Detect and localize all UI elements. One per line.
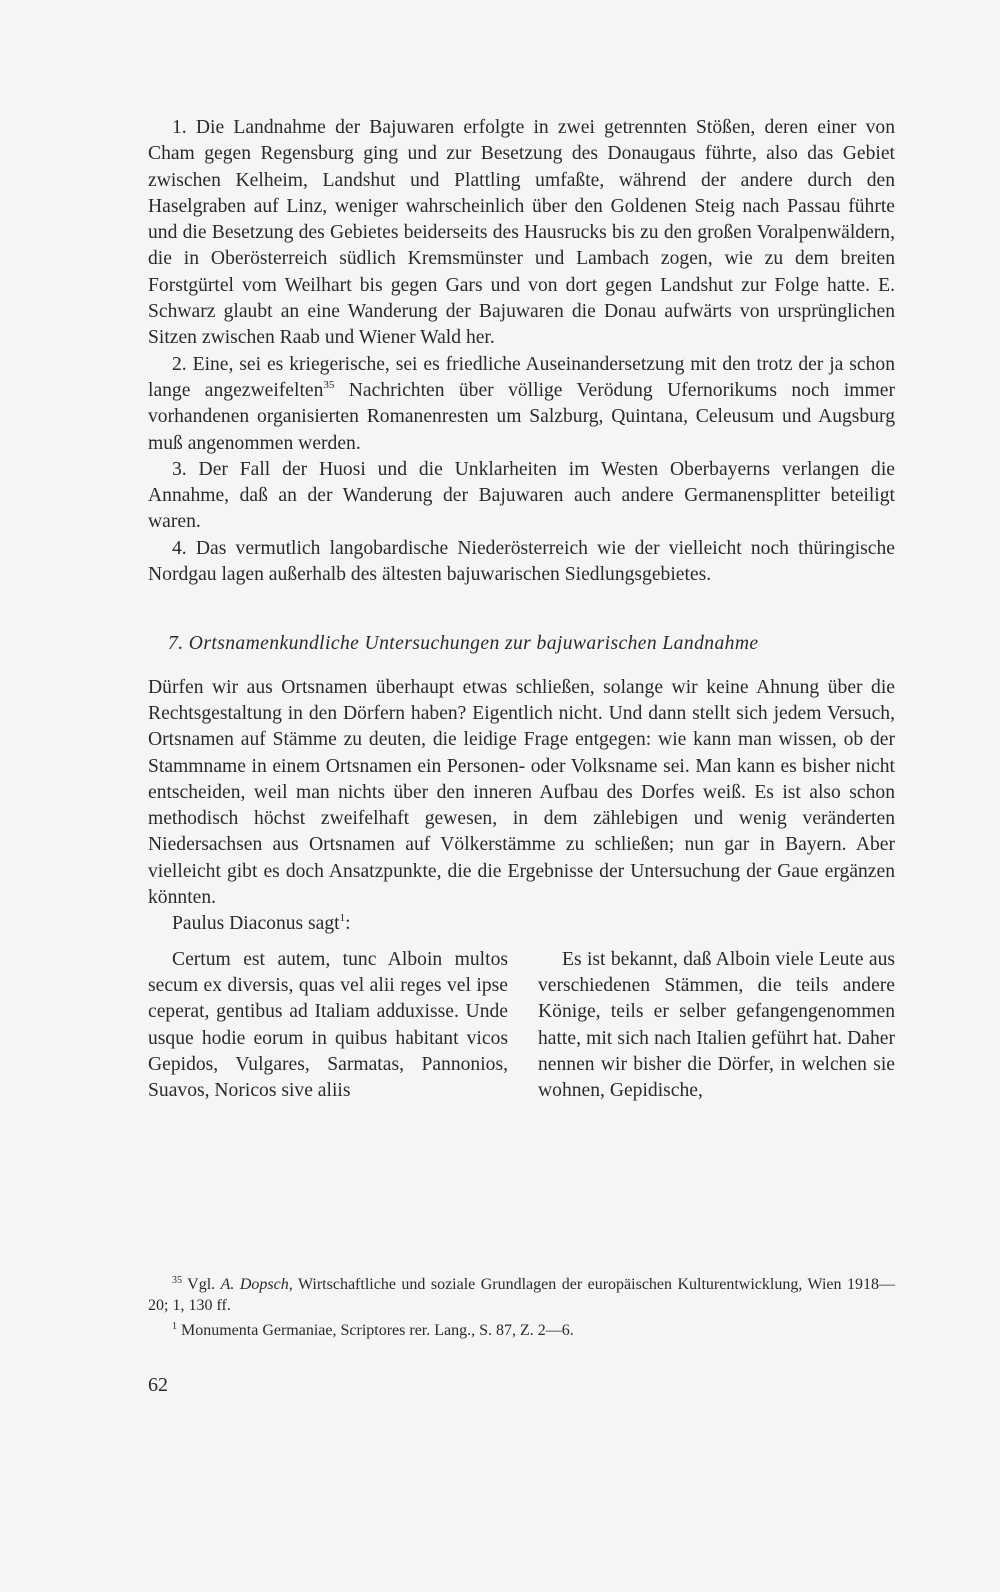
footnote-35-text: Wirtschaftliche und soziale Grundlagen der europäischen Kulturentwicklung, Wien 1918—20; 1, 130 ff.	[148, 1276, 895, 1314]
footnote-ref-35: 35	[323, 378, 335, 391]
german-translation: Es ist bekannt, daß Alboin viele Leute aus verschiedenen Stämmen, die teils andere Könige, teils er selber gefangengenommen hatte, mit sich nach Italien geführt hat. Daher nennen wir bisher die Dörfer, in welchen sie wohnen, Gepidische,	[538, 948, 895, 1102]
paragraph-1: 1. Die Landnahme der Bajuwaren erfolgte in zwei getrennten Stößen, deren einer von Cham gegen Regensburg ging und zur Besetzung des Donaugaus führte, also das Gebiet zwischen Kelheim, Landshut und Plattling umfaßte, während der andere durch den Haselgraben auf Linz, weniger wahrscheinlich über den Goldenen Steig nach Passau führte und die Besetzung des Gebietes beiderseits des Hausrucks bis zu den großen Voralpenwäldern, die in Oberösterreich südlich Kremsmünster und Lambach zogen, wie zu dem breiten Forstgürtel vom Weilhart bis gegen Gars und von dort gegen Landshut zur Folge hatte. E. Schwarz glaubt an eine Wanderung der Bajuwaren die Donau aufwärts von ursprünglichen Sitzen zwischen Raab und Wiener Wald her.	[148, 117, 895, 349]
paragraph-4: 4. Das vermutlich langobardische Niederösterreich wie der vielleicht noch thüringische Nordgau lagen außerhalb des ältesten bajuwarischen Siedlungsgebietes.	[148, 537, 895, 586]
footnote-35-number: 35	[172, 1275, 182, 1286]
paulus-text: Paulus Diaconus sagt	[172, 913, 340, 935]
footnote-ref-1: 1	[339, 912, 346, 925]
paragraph-3: 3. Der Fall der Huosi und die Unklarheiten im Westen Oberbayerns verlangen die Annahme, daß an der Wanderung der Bajuwaren auch andere Germanensplitter beteiligt waren.	[148, 458, 895, 533]
section-paragraph: Dürfen wir aus Ortsnamen überhaupt etwas schließen, solange wir keine Ahnung über die Rechtsgestaltung in den Dörfern haben? Eigentlich nicht. Und dann stellt sich jedem Versuch, Ortsnamen auf Stämme zu deuten, die leidige Frage entgegen: wie kann man wissen, ob der Stammname in einem Ortsnamen ein Personen- oder Volksname sei. Man kann es bisher nicht entscheiden, weil man nichts über den inneren Aufbau des Dorfes weiß. Es ist also schon methodisch höchst zweifelhaft gewesen, in dem zählebigen und wenig veränderten Niedersachsen aus Ortsnamen auf Völkerstämme zu schließen; nun gar in Bayern. Aber vielleicht gibt es doch Ansatzpunkte, die die Ergebnisse der Untersuchung der Gaue ergänzen könnten.	[148, 676, 895, 909]
footnote-1-number: 1	[172, 1321, 177, 1332]
paulus-intro	[148, 911, 895, 937]
footnote-1-text: Monumenta Germaniae, Scriptores rer. Lang., S. 87, Z. 2—6.	[177, 1322, 574, 1339]
latin-quote: Certum est autem, tunc Alboin multos secum ex diversis, quas vel alii reges vel ipse ceperat, gentibus ad Italiam adduxisse. Unde usque hodie eorum in quibus habitant vicos Gepidos, Vulgares, Sarmatas, Pannonios, Suavos, Noricos sive aliis	[148, 948, 508, 1102]
paulus-colon: :	[345, 913, 351, 935]
footnote-35-author: A. Dopsch,	[220, 1276, 293, 1293]
main-text	[148, 115, 895, 1104]
footnote-35-pre: Vgl.	[182, 1276, 221, 1293]
footnote-1	[148, 1320, 895, 1341]
page-number: 62	[148, 1374, 168, 1396]
section-heading: 7. Ortsnamenkundliche Untersuchungen zur bajuwarischen Landnahme	[168, 633, 759, 655]
paragraph-2	[148, 352, 895, 457]
footnote-35	[148, 1274, 895, 1316]
parallel-quote	[148, 947, 895, 1105]
footnotes	[148, 1274, 895, 1345]
paragraph-2-text-a: 2. Eine, sei es kriegerische, sei es friedliche Auseinandersetzung mit den trotz der ja schon lange angezweifelten	[148, 353, 895, 401]
paragraph-2-text-b: Nachrichten über völlige Verödung Ufernorikums noch immer vorhandenen organisierten Romanenresten um Salzburg, Quintana, Celeusum und Augsburg muß angenommen werden.	[148, 379, 895, 454]
